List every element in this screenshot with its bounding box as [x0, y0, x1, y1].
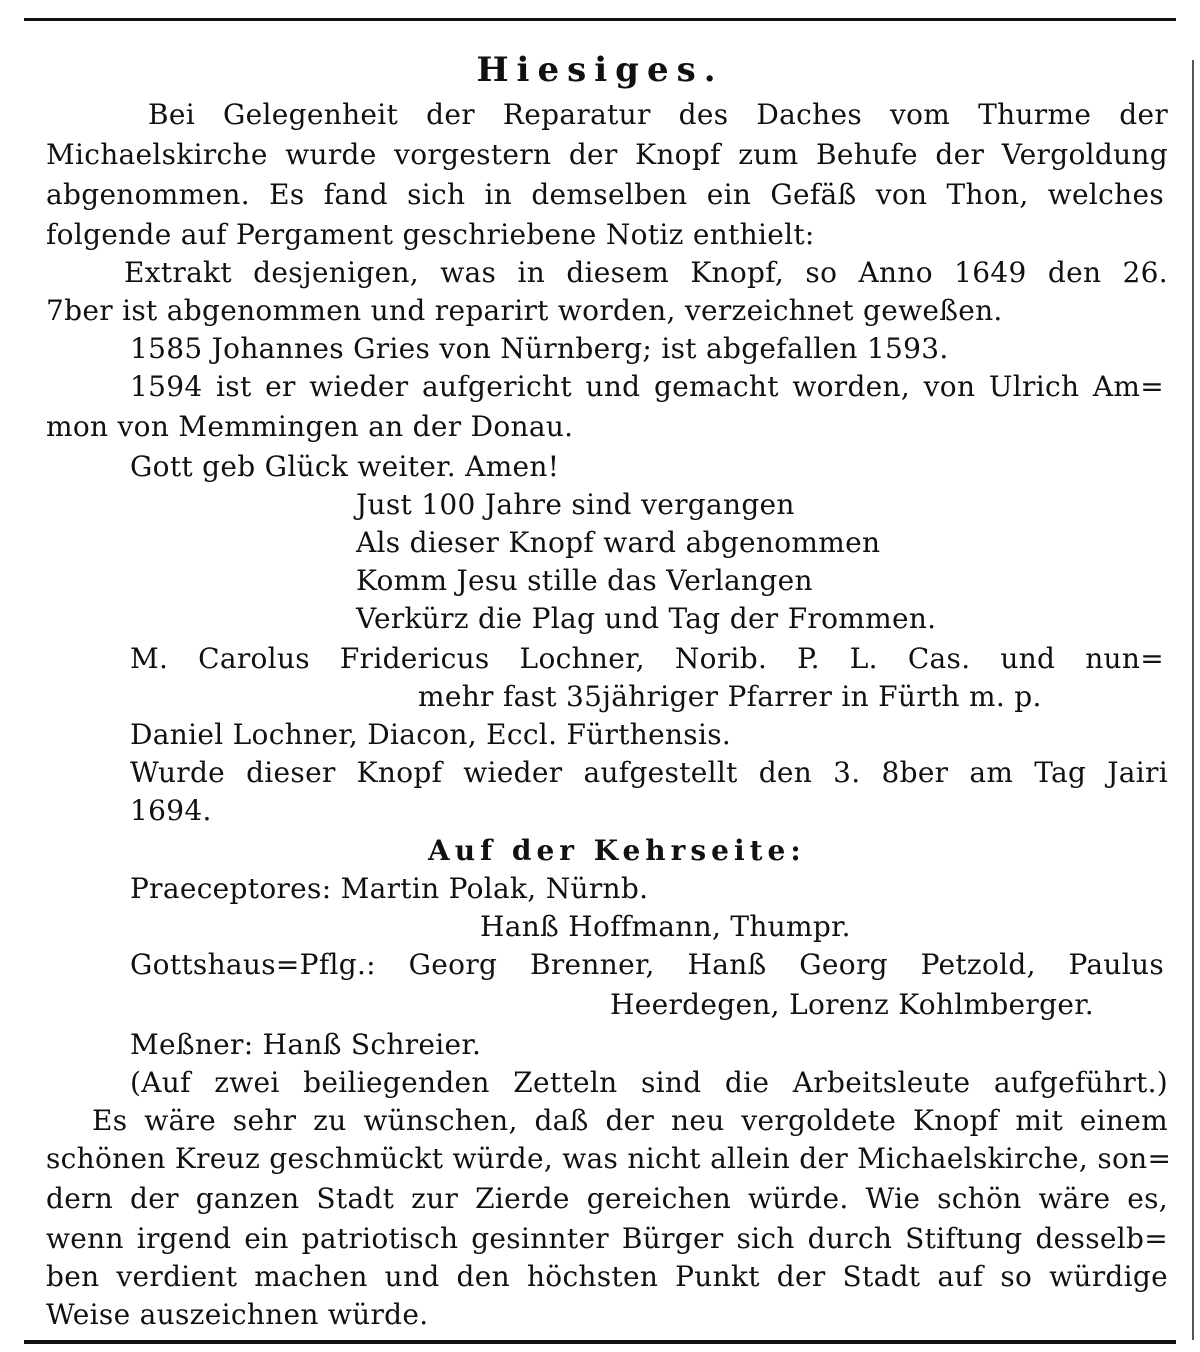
text-line: Weise auszeichnen würde. [46, 1298, 429, 1331]
text-line: Gott geb Glück weiter. Amen! [130, 450, 560, 483]
verse-line: Als dieser Knopf ward abgenommen [356, 526, 881, 559]
text-line: mon von Memmingen an der Donau. [46, 410, 574, 443]
text-line: Praeceptores: Martin Polak, Nürnb. [130, 872, 649, 905]
text-line: Daniel Lochner, Diacon, Eccl. Fürthensis. [130, 718, 732, 751]
text-line: Hanß Hoffmann, Thumpr. [480, 910, 851, 943]
text-line: Extrakt desjenigen, was in diesem Knopf, so Anno 1649 den 26. [124, 256, 1168, 289]
text-line: 1694. [130, 794, 212, 827]
text-line: 1585 Johannes Gries von Nürnberg; ist abgefallen 1593. [130, 332, 949, 365]
text-line: mehr fast 35jähriger Pfarrer in Fürth m. p. [418, 680, 1042, 713]
column-border [1192, 60, 1194, 1340]
section-heading: Auf der Kehrseite: [428, 834, 806, 867]
top-rule [24, 18, 1176, 21]
article-title: Hiesiges. [476, 50, 724, 90]
verse-line: Verkürz die Plag und Tag der Frommen. [356, 602, 937, 635]
text-line: Gottshaus=Pflg.: Georg Brenner, Hanß Georg Petzold, Paulus [130, 948, 1164, 981]
text-line: wenn irgend ein patriotisch gesinnter Bürger sich durch Stiftung desselb= [46, 1222, 1168, 1255]
text-line: Meßner: Hanß Schreier. [130, 1028, 482, 1061]
verse-line: Komm Jesu stille das Verlangen [356, 564, 813, 597]
text-line: M. Carolus Fridericus Lochner, Norib. P. L. Cas. und nun= [130, 642, 1164, 675]
text-line: folgende auf Pergament geschriebene Notiz enthielt: [46, 218, 815, 251]
text-line: 7ber ist abgenommen und reparirt worden, verzeichnet geweßen. [46, 294, 1003, 327]
verse-line: Just 100 Jahre sind vergangen [356, 488, 795, 521]
text-line: dern der ganzen Stadt zur Zierde gereichen würde. Wie schön wäre es, [46, 1182, 1168, 1215]
bottom-rule [24, 1340, 1176, 1344]
text-line: Heerdegen, Lorenz Kohlmberger. [610, 988, 1095, 1021]
text-line: 1594 ist er wieder aufgericht und gemacht worden, von Ulrich Am= [130, 370, 1164, 403]
text-line: Michaelskirche wurde vorgestern der Knopf zum Behufe der Vergoldung [46, 138, 1168, 171]
text-line: schönen Kreuz geschmückt würde, was nicht allein der Michaelskirche, son= [46, 1142, 1172, 1175]
text-line: Bei Gelegenheit der Reparatur des Daches vom Thurme der [148, 98, 1168, 131]
text-line: ben verdient machen und den höchsten Punkt der Stadt auf so würdige [46, 1260, 1168, 1293]
text-line: Wurde dieser Knopf wieder aufgestellt den 3. 8ber am Tag Jairi [130, 756, 1168, 789]
text-line: abgenommen. Es fand sich in demselben ein Gefäß von Thon, welches [46, 178, 1164, 211]
text-line: Es wäre sehr zu wünschen, daß der neu vergoldete Knopf mit einem [92, 1104, 1168, 1137]
text-line: (Auf zwei beiliegenden Zetteln sind die Arbeitsleute aufgeführt.) [130, 1066, 1168, 1099]
